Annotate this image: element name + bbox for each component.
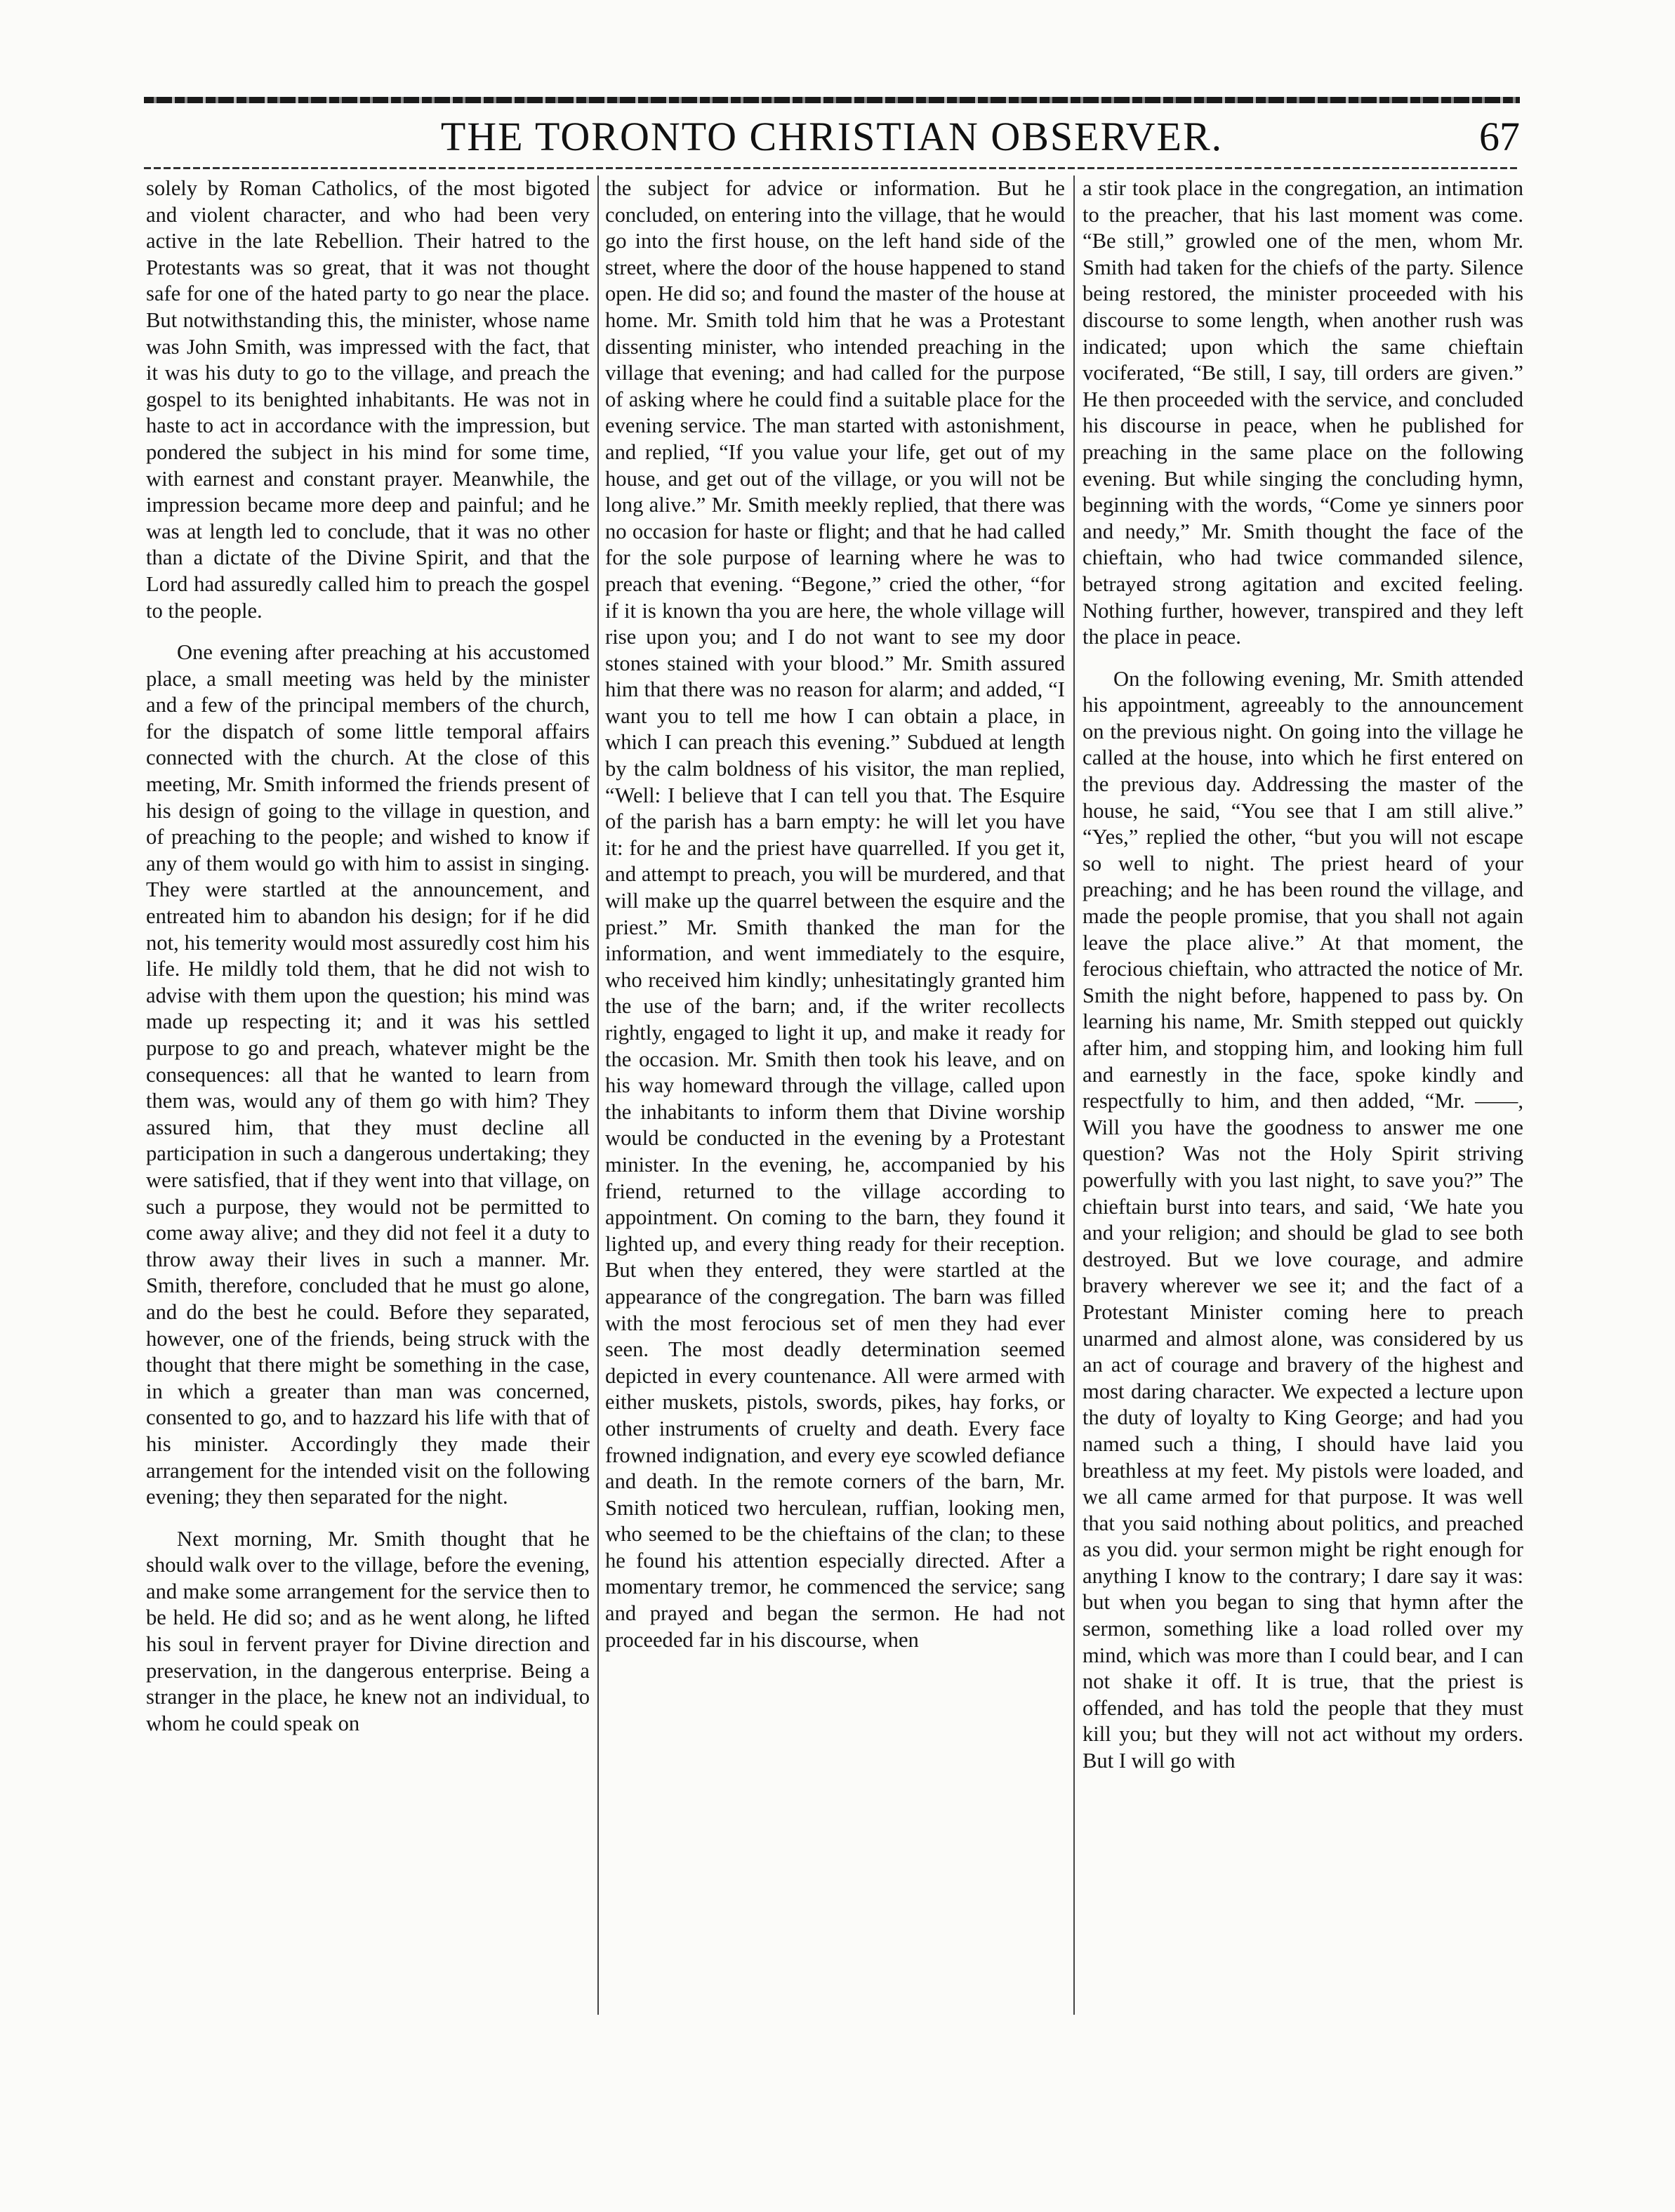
column-1 bbox=[146, 175, 590, 1737]
column-1-paragraph-3: Next morning, Mr. Smith thought that he should walk over to the village, before the evening, and make some arrangement for the service then to be held. He did so; and as he went along, he lifted his soul in fervent prayer for Divine direction and preservation, in the dangerous enterprise. Being a stranger in the place, he knew not an individual, to whom he could speak on bbox=[146, 1526, 590, 1735]
page-header bbox=[144, 112, 1520, 161]
column-3 bbox=[1083, 175, 1523, 1775]
publication-title: THE TORONTO CHRISTIAN OBSERVER. bbox=[440, 114, 1224, 159]
column-1-paragraph-2: One evening after preaching at his accustomed place, a small meeting was held by the minister and a few of the principal members of the church, for the dispatch of some little temporal affairs connected with the church. At the close of this meeting, Mr. Smith informed the friends present of his design of going to the village in question, and of preaching to the people; and wished to know if any of them would go with him to assist in singing. They were startled at the announcement, and entreated him to abandon his design; for if he did not, his temerity would most assuredly cost him his life. He mildly told them, that he did not wish to advise with them upon the question; his mind was made up respecting it; and it was his settled purpose to go and preach, whatever might be the consequences: all that he wanted to learn from them was, would any of them go with him? They assured him, that they must decline all participation in such a dangerous undertaking; they were satisfied, that if they went into that village, on such a purpose, they would not be permitted to come away alive; and they did not feel it a duty to throw away their lives in such a manner. Mr. Smith, therefore, concluded that he must go alone, and do the best he could. Before they separated, however, one of the friends, being struck with the thought that there might be something in the case, in which a greater than man was concerned, consented to go, and to hazzard his life with that of his minister. Accordingly they made their arrangement for the intended visit on the following evening; they then separated for the night. bbox=[146, 640, 590, 1509]
column-3-paragraph-1: a stir took place in the congregation, an intimation to the preacher, that his last moment was come. “Be still,” growled one of the men, whom Mr. Smith had taken for the chiefs of the party. Silence being restored, the minister proceeded with his discourse to some length, when another rush was indicated; upon which the same chieftain vociferated, “Be still, I say, till orders are given.” He then proceeded with the service, and concluded his discourse in peace, when he published for preaching in the same place on the following evening. But while singing the concluding hymn, beginning with the words, “Come ye sinners poor and needy,” Mr. Smith thought the face of the chieftain, who had twice commanded silence, betrayed strong agitation and excited feeling. Nothing further, however, transpired and they left the place in peace. bbox=[1083, 176, 1523, 649]
header-bottom-rule bbox=[144, 167, 1520, 169]
column-1-paragraph-1: solely by Roman Catholics, of the most bigoted and violent character, and who had been very active in the late Rebellion. Their hatred to the Protestants was so great, that it was not thought safe for one of the hated party to go near the place. But notwithstanding this, the minister, whose name was John Smith, was impressed with the fact, that it was his duty to go to the village, and preach the gospel to its benighted inhabitants. He was not in haste to act in accordance with the impression, but pondered the subject in his mind for some time, with earnest and constant prayer. Meanwhile, the impression became more deep and painful; and he was at length led to conclude, that it was no other than a dictate of the Divine Spirit, and that the Lord had assuredly called him to preach the gospel to the people. bbox=[146, 176, 590, 623]
column-divider-2 bbox=[1073, 175, 1075, 2015]
header-top-rule bbox=[144, 97, 1520, 103]
column-3-paragraph-2: On the following evening, Mr. Smith attended his appointment, agreeably to the announcement on the previous night. On going into the village he called at the house, into which he first entered on the previous day. Addressing the master of the house, he said, “You see that I am still alive.” “Yes,” replied the other, “but you will not escape so well to night. The priest heard of your preaching; and he has been round the village, and made the people promise, that you shall not again leave the place alive.” At that moment, the ferocious chieftain, who attracted the notice of Mr. Smith the night before, happened to pass by. On learning his name, Mr. Smith stepped out quickly after him, and stopping him, and looking him full and earnestly in the face, spoke kindly and respectfully to him, and then added, “Mr. ——, Will you have the goodness to answer me one question? Was not the Holy Spirit striving powerfully with you last night, to save you?” The chieftain burst into tears, and said, ‘We hate you and your religion; and should be glad to see both destroyed. But we love courage, and admire bravery wherever we see it; and the fact of a Protestant Minister coming here to preach unarmed and almost alone, was considered by us an act of courage and bravery of the highest and most daring character. We expected a lecture upon the duty of loyalty to King George; and had you named such a thing, I should have laid you breathless at my feet. My pistols were loaded, and we all came armed for that purpose. It was well that you said nothing about politics, and preached as you did. your sermon might be right enough for anything I know to the contrary; I dare say it was: but when you began to sing that hymn after the sermon, something like a load rolled over my mind, which was more than I could bear, and I can not shake it off. It is true, that the priest is offended, and has told the people that they must kill you; but they will not act without my orders. But I will go with bbox=[1083, 666, 1523, 1773]
page-number: 67 bbox=[1479, 114, 1520, 159]
column-2 bbox=[605, 175, 1065, 1653]
column-divider-1 bbox=[597, 175, 599, 2015]
column-2-paragraph-1: the subject for advice or information. But he concluded, on entering into the village, that he would go into the first house, on the left hand side of the street, where the door of the house happened to stand open. He did so; and found the master of the house at home. Mr. Smith told him that he was a Protestant dissenting minister, who intended preaching in the village that evening; and had called for the purpose of asking where he could find a suitable place for the evening service. The man started with astonishment, and replied, “If you value your life, get out of my house, and get out of the village, or you will not be long alive.” Mr. Smith meekly replied, that there was no occasion for haste or flight; and that he had called for the sole purpose of learning where he was to preach that evening. “Begone,” cried the other, “for if it is known tha you are here, the whole village will rise upon you; and I do not want to see my door stones stained with your blood.” Mr. Smith assured him that there was no reason for alarm; and added, “I want you to tell me how I can obtain a place, in which I can preach this evening.” Subdued at length by the calm boldness of his visitor, the man replied, “Well: I believe that I can tell you that. The Esquire of the parish has a barn empty: he will let you have it: for he and the priest have quarrelled. If you get it, and attempt to preach, you will be murdered, and that will make up the quarrel between the esquire and the priest.” Mr. Smith thanked the man for the information, and went immediately to the esquire, who received him kindly; unhesitatingly granted him the use of the barn; and, if the writer recollects rightly, engaged to light it up, and make it ready for the occasion. Mr. Smith then took his leave, and on his way homeward through the village, called upon the inhabitants to inform them that Divine worship would be conducted in the evening by a Protestant minister. In the evening, he, accompanied by his friend, returned to the village according to appointment. On coming to the barn, they found it lighted up, and every thing ready for their reception. But when they entered, they were startled at the appearance of the congregation. The barn was filled with the most ferocious set of men they had ever seen. The most deadly determination seemed depicted in every countenance. All were armed with either muskets, pistols, swords, pikes, hay forks, or other instruments of cruelty and death. Every face frowned indignation, and every eye scowled defiance and death. In the remote corners of the barn, Mr. Smith noticed two herculean, ruffian, looking men, who seemed to be the chieftains of the clan; to these he found his attention especially directed. After a momentary tremor, he commenced the service; sang and prayed and began the sermon. He had not proceeded far in his discourse, when bbox=[605, 176, 1066, 1652]
